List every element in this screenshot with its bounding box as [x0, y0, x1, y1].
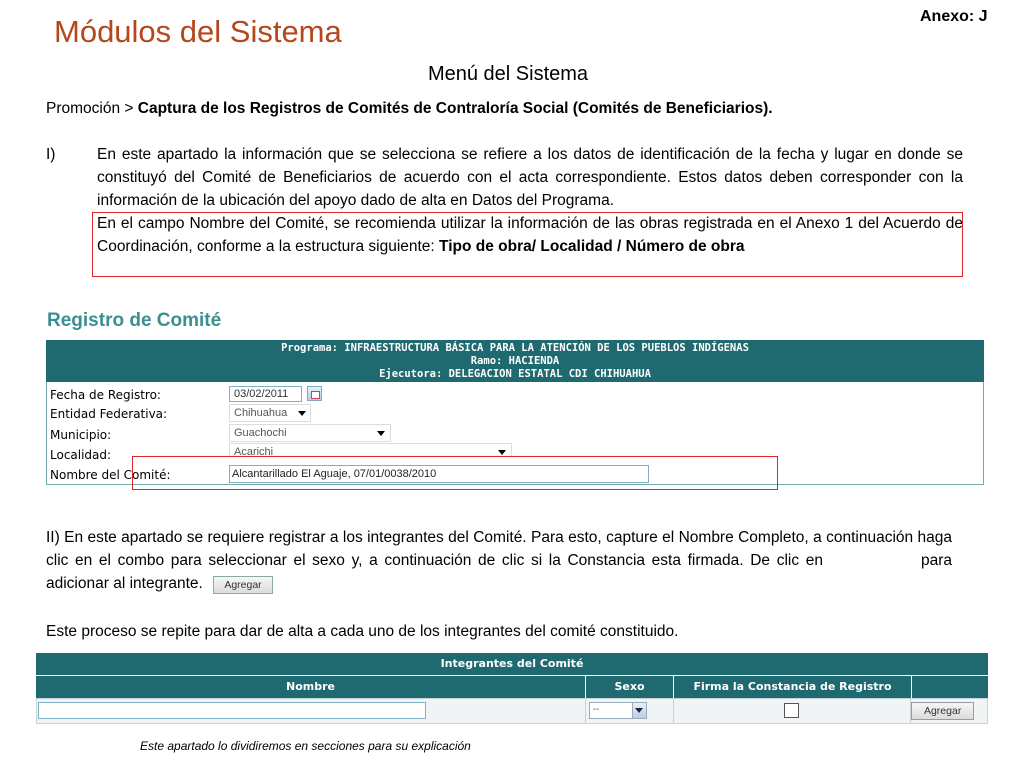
municipio-select[interactable] — [229, 424, 391, 442]
slide-title: Módulos del Sistema — [54, 14, 342, 49]
item1-number: I) — [46, 146, 56, 163]
ejecutora-label: Ejecutora: DELEGACION ESTATAL CDI CHIHUAHUA — [379, 368, 651, 380]
col-action — [912, 676, 988, 698]
integrantes-title: Integrantes del Comité — [36, 653, 988, 675]
repeat-text: Este proceso se repite para dar de alta a cada uno de los integrantes del comité constituido. — [46, 623, 679, 640]
localidad-value: Acarichi — [234, 446, 274, 456]
sexo-value: -- — [592, 704, 600, 715]
nombre-comite-label: Nombre del Comité: — [50, 468, 171, 482]
registro-header — [46, 340, 984, 382]
agregar-button-example[interactable]: Agregar — [213, 576, 273, 594]
municipio-value: Guachochi — [234, 427, 287, 439]
highlight-box-nombre — [132, 456, 778, 490]
integrantes-table — [36, 653, 988, 724]
agregar-button[interactable]: Agregar — [911, 702, 974, 720]
calendar-icon[interactable] — [307, 386, 322, 401]
col-firma: Firma la Constancia de Registro — [674, 676, 912, 698]
col-sexo: Sexo — [586, 676, 674, 698]
annex-label: Anexo: J — [920, 8, 988, 25]
item1-text: En este apartado la información que se selecciona se refiere a los datos de identificación de la fecha y lugar en donde se constituyó del Comité de Beneficiarios de acuerdo con el acta correspondiente. Estos datos deben corresponder con la información de la ubicación del apoyo dado de alta en Datos del Programa. — [97, 146, 963, 209]
menu-title: Menú del Sistema — [427, 63, 589, 85]
item1-note-text: En el campo Nombre del Comité, se recomienda utilizar la información de las obras registrada en el Anexo 1 del Acuerdo de Coordinación, conforme a la estructura siguiente: — [97, 215, 963, 255]
chevron-down-icon — [298, 411, 306, 416]
entidad-label: Entidad Federativa: — [50, 407, 168, 421]
entidad-select[interactable] — [229, 404, 311, 422]
promo-prefix: Promoción > — [46, 100, 138, 117]
promo-section: Captura de los Registros de Comités de Contraloría Social (Comités de Beneficiarios). — [137, 100, 773, 117]
col-nombre: Nombre — [36, 676, 586, 698]
localidad-select[interactable] — [229, 443, 512, 456]
item2-text-a: II) En este apartado se requiere registrar a los integrantes del Comité. Para esto, capture el Nombre Completo, a continuación haga clic en el combo para seleccionar el sexo y, a continuación de clic si la Constancia esta firmada. De clic en — [46, 529, 952, 569]
sexo-select[interactable] — [589, 702, 647, 719]
item2-text-b: para adicionar al integrante. — [46, 552, 952, 592]
nombre-input[interactable] — [38, 702, 426, 719]
localidad-label: Localidad: — [50, 448, 112, 462]
item2-text — [46, 526, 952, 595]
fecha-label: Fecha de Registro: — [50, 388, 161, 402]
programa-label: Programa: INFRAESTRUCTURA BÁSICA PARA LA ATENCIÓN DE LOS PUEBLOS INDÍGENAS — [281, 342, 749, 354]
nombre-comite-input[interactable]: Alcantarillado El Aguaje, 07/01/0038/2010 — [229, 465, 649, 483]
chevron-down-icon — [632, 703, 646, 718]
integrantes-header-row — [36, 675, 988, 698]
footnote: Este apartado lo dividiremos en secciones para su explicación — [140, 739, 471, 753]
registro-title: Registro de Comité — [47, 310, 222, 331]
firma-checkbox[interactable] — [784, 703, 799, 718]
highlight-box-note — [92, 212, 963, 277]
table-row — [36, 698, 988, 724]
chevron-down-icon — [498, 450, 506, 455]
promo-breadcrumb — [46, 100, 773, 118]
fecha-input[interactable]: 03/02/2011 — [229, 386, 302, 402]
entidad-value: Chihuahua — [234, 407, 288, 419]
chevron-down-icon — [377, 431, 385, 436]
ramo-label: Ramo: HACIENDA — [470, 355, 560, 367]
item1-note-structure: Tipo de obra/ Localidad / Número de obra — [439, 238, 745, 255]
municipio-label: Municipio: — [50, 428, 112, 442]
